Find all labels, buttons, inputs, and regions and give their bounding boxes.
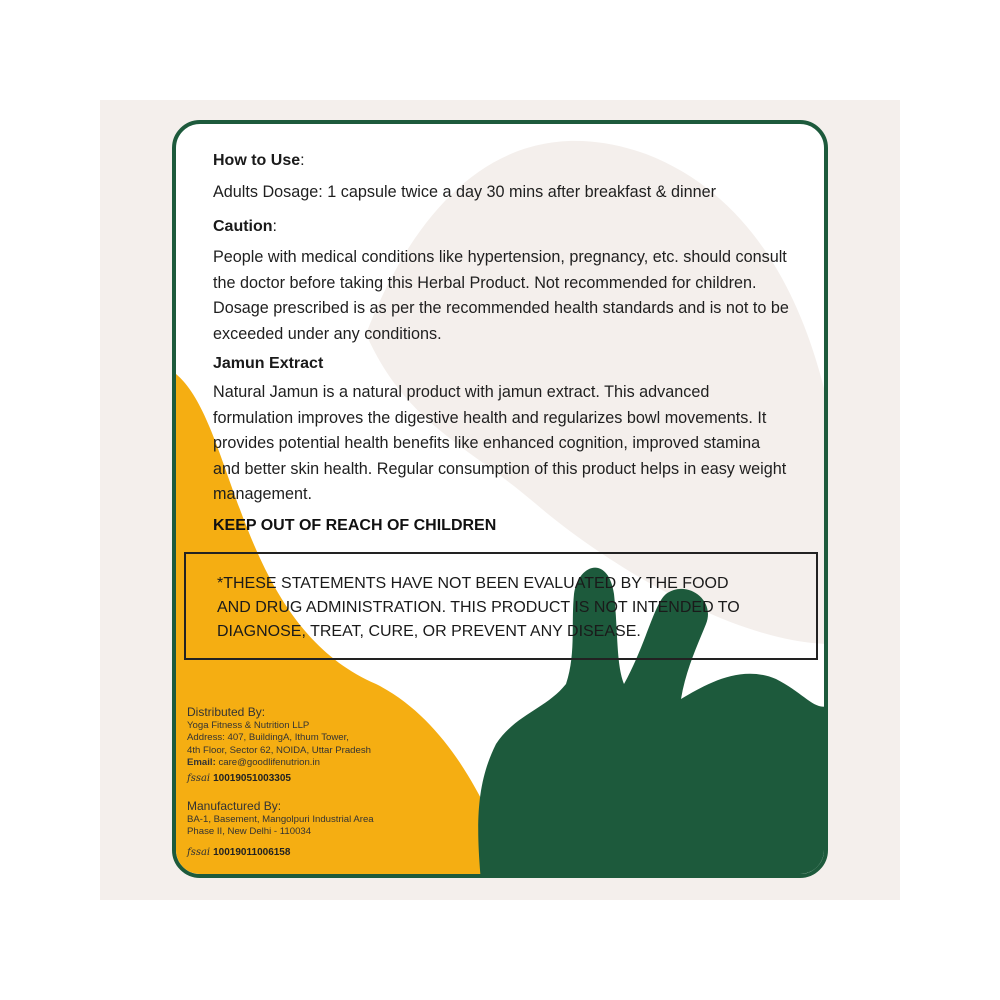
how-to-use-heading: How to Use:: [213, 152, 305, 169]
jamun-extract-heading: Jamun Extract: [213, 355, 324, 372]
distributor-info: [187, 706, 447, 785]
manufacturer-fssai-row: fssai 10019011006158: [187, 846, 291, 858]
children-warning: KEEP OUT OF REACH OF CHILDREN: [213, 517, 497, 534]
distributor-address-line: 4th Floor, Sector 62, NOIDA, Uttar Pradesh: [187, 744, 371, 756]
fda-disclaimer-box: [184, 552, 818, 660]
distributor-fssai-row: fssai 10019051003305: [187, 772, 291, 784]
fssai-logo: fssai: [187, 846, 211, 858]
caution-text: People with medical conditions like hypertension, pregnancy, etc. should consult the doctor before taking this Herbal Product. Not recommended for children. Dosage prescribed is as per the recommended health standards and is not to be exceeded under any conditions.: [213, 248, 789, 343]
product-label-card: [172, 120, 828, 878]
jamun-extract-text: Natural Jamun is a natural product with jamun extract. This advanced formulation improves the digestive health and regularizes bowl movements. It provides potential health benefits like enhanced cognition, improved stamina and better skin health. Regular consumption of this product helps in easy weight management.: [213, 383, 787, 503]
caution-heading: Caution:: [213, 218, 277, 235]
fssai-logo: fssai: [187, 772, 211, 784]
distributor-email-row: Email: care@goodlifenutrion.in: [187, 757, 320, 768]
manufacturer-title: Manufactured By:: [187, 799, 282, 813]
manufacturer-address-line: BA-1, Basement, Mangolpuri Industrial Area: [187, 813, 374, 825]
manufacturer-info: [187, 800, 447, 859]
distributor-address-line: Address: 407, BuildingA, Ithum Tower,: [187, 732, 349, 743]
distributor-title: Distributed By:: [187, 705, 266, 719]
manufacturer-address-line: Phase II, New Delhi - 110034: [187, 826, 312, 837]
fda-disclaimer-text: *THESE STATEMENTS HAVE NOT BEEN EVALUATED BY THE FOOD AND DRUG ADMINISTRATION. THIS PRODUCT IS NOT INTENDED TO DIAGNOSE, TREAT, CURE, OR PREVENT ANY DISEASE.: [217, 575, 740, 640]
distributor-company: Yoga Fitness & Nutrition LLP: [187, 719, 310, 731]
how-to-use-text: Adults Dosage: 1 capsule twice a day 30 mins after breakfast & dinner: [213, 183, 716, 201]
